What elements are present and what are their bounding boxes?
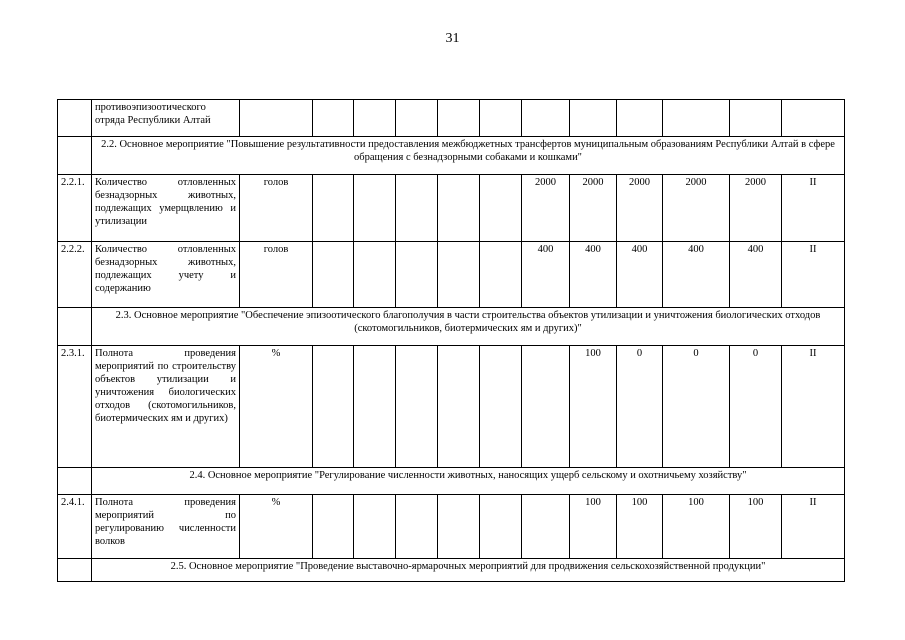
row-number-cell: 2.2.1. xyxy=(58,175,92,242)
value-cell xyxy=(354,346,396,468)
value-cell: II xyxy=(782,242,845,308)
value-cell xyxy=(313,100,354,137)
row-number-cell: 2.3.1. xyxy=(58,346,92,468)
value-cell xyxy=(396,175,438,242)
value-cell xyxy=(313,242,354,308)
value-cell xyxy=(570,100,617,137)
value-cell xyxy=(313,175,354,242)
row-number-cell: 2.4.1. xyxy=(58,495,92,559)
unit-cell: голов xyxy=(240,242,313,308)
indicator-name-cell: Полнота проведения мероприятий по строительству объектов утилизации и уничтожения биологических отходов (скотомогильников, биотермических ям и других) xyxy=(92,346,240,468)
section-heading: 2.2. Основное мероприятие "Повышение результативности предоставления межбюджетных трансфертов муниципальным образованиям Республики Алтай в сфере обращения с безнадзорными собаками и кошками" xyxy=(92,137,845,175)
value-cell xyxy=(617,100,663,137)
value-cell: 0 xyxy=(617,346,663,468)
section-row xyxy=(58,559,845,582)
row-number-cell: 2.2.2. xyxy=(58,242,92,308)
value-cell xyxy=(354,495,396,559)
row-number-cell xyxy=(58,468,92,495)
value-cell: II xyxy=(782,495,845,559)
section-heading: 2.4. Основное мероприятие "Регулирование численности животных, наносящих ущерб сельскому и охотничьему хозяйству" xyxy=(92,468,845,495)
indicator-name-cell: противоэпизоотического отряда Республики Алтай xyxy=(92,100,240,137)
value-cell xyxy=(480,175,522,242)
value-cell xyxy=(354,242,396,308)
value-cell xyxy=(396,346,438,468)
row-number-cell xyxy=(58,308,92,346)
value-cell: 100 xyxy=(570,346,617,468)
indicator-name-cell: Количество отловленных безнадзорных животных, подлежащих учету и содержанию xyxy=(92,242,240,308)
page-number: 31 xyxy=(445,31,460,46)
value-cell: 2000 xyxy=(663,175,730,242)
value-cell: 100 xyxy=(617,495,663,559)
value-cell: 400 xyxy=(522,242,570,308)
table-row xyxy=(58,495,845,559)
value-cell: 100 xyxy=(570,495,617,559)
value-cell xyxy=(522,100,570,137)
value-cell xyxy=(313,346,354,468)
unit-cell: % xyxy=(240,495,313,559)
value-cell xyxy=(480,100,522,137)
value-cell: 400 xyxy=(663,242,730,308)
value-cell xyxy=(438,100,480,137)
value-cell: 2000 xyxy=(617,175,663,242)
value-cell: 400 xyxy=(730,242,782,308)
value-cell xyxy=(396,100,438,137)
value-cell: 0 xyxy=(730,346,782,468)
unit-cell xyxy=(240,100,313,137)
value-cell xyxy=(782,100,845,137)
indicators-table xyxy=(57,99,845,582)
section-row xyxy=(58,468,845,495)
unit-cell: % xyxy=(240,346,313,468)
value-cell xyxy=(730,100,782,137)
value-cell xyxy=(396,495,438,559)
value-cell: 100 xyxy=(663,495,730,559)
value-cell xyxy=(438,346,480,468)
table-row xyxy=(58,242,845,308)
section-row xyxy=(58,137,845,175)
value-cell xyxy=(354,175,396,242)
section-heading: 2.3. Основное мероприятие "Обеспечение эпизоотического благополучия в части строительства объектов утилизации и уничтожения биологических отходов (скотомогильников, биотермических ям и других)" xyxy=(92,308,845,346)
table-row xyxy=(58,346,845,468)
value-cell xyxy=(663,100,730,137)
value-cell: 2000 xyxy=(570,175,617,242)
value-cell: 400 xyxy=(617,242,663,308)
value-cell: 100 xyxy=(730,495,782,559)
value-cell xyxy=(480,346,522,468)
row-number-cell xyxy=(58,100,92,137)
indicator-name-cell: Полнота проведения мероприятий по регулированию численности волков xyxy=(92,495,240,559)
table-row xyxy=(58,175,845,242)
value-cell: 2000 xyxy=(730,175,782,242)
value-cell xyxy=(396,242,438,308)
value-cell: II xyxy=(782,175,845,242)
value-cell xyxy=(438,175,480,242)
value-cell xyxy=(480,242,522,308)
row-number-cell xyxy=(58,559,92,582)
value-cell xyxy=(313,495,354,559)
indicator-name-cell: Количество отловленных безнадзорных животных, подлежащих умерщвлению и утилизации xyxy=(92,175,240,242)
unit-cell: голов xyxy=(240,175,313,242)
value-cell: 0 xyxy=(663,346,730,468)
value-cell xyxy=(522,495,570,559)
value-cell xyxy=(438,495,480,559)
value-cell: 2000 xyxy=(522,175,570,242)
section-heading: 2.5. Основное мероприятие "Проведение выставочно-ярмарочных мероприятий для продвижения сельскохозяйственной продукции" xyxy=(92,559,845,582)
section-row xyxy=(58,308,845,346)
value-cell xyxy=(438,242,480,308)
table-row xyxy=(58,100,845,137)
value-cell xyxy=(354,100,396,137)
value-cell: II xyxy=(782,346,845,468)
value-cell xyxy=(522,346,570,468)
value-cell xyxy=(480,495,522,559)
value-cell: 400 xyxy=(570,242,617,308)
row-number-cell xyxy=(58,137,92,175)
